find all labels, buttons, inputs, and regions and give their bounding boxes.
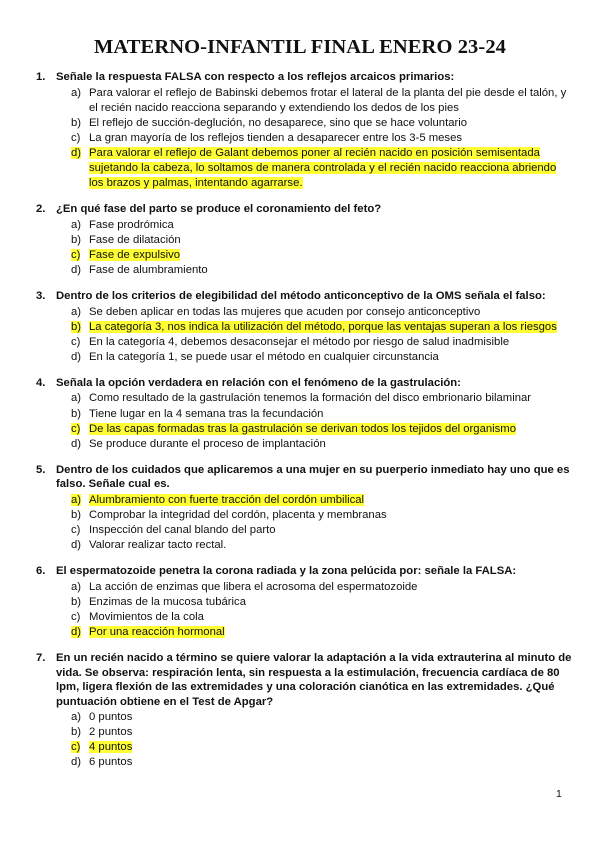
- question-3: [36, 289, 572, 365]
- option-text: Para valorar el reflejo de Babinski debemos frotar el lateral de la planta del pie desde el talón, y el recién nacido reacciona separando y extendiendo los dedos de los pies: [89, 86, 567, 114]
- option-d: [71, 755, 572, 770]
- option-text: 4 puntos: [89, 741, 133, 754]
- option-c: [71, 335, 572, 350]
- option-text: Se deben aplicar en todas las mujeres que acuden por consejo anticonceptivo: [89, 305, 481, 318]
- option-c-highlighted: [71, 248, 572, 263]
- option-text: Movimientos de la cola: [89, 610, 204, 623]
- option-letter: d): [71, 437, 82, 450]
- option-c: [71, 610, 572, 625]
- option-text: Tiene lugar en la 4 semana tras la fecundación: [89, 407, 324, 420]
- option-d: [71, 263, 572, 278]
- option-list: [36, 710, 572, 770]
- question-text: Dentro de los cuidados que aplicaremos a una mujer en su puerperio inmediato hay uno que es falso. Señale cual es.: [56, 463, 570, 491]
- option-letter: d): [71, 350, 82, 363]
- question-number: 7.: [36, 652, 46, 665]
- question-4: [36, 376, 572, 452]
- option-list: [36, 391, 572, 451]
- option-b: [71, 595, 572, 610]
- option-letter: d): [71, 539, 82, 552]
- option-a: [71, 710, 572, 725]
- option-text: Como resultado de la gastrulación tenemos la formación del disco embrionario bilaminar: [89, 392, 532, 405]
- option-letter: a): [71, 305, 82, 318]
- option-letter: b): [71, 508, 82, 521]
- option-text: Inspección del canal blando del parto: [89, 523, 276, 536]
- question-7: [36, 651, 572, 770]
- option-list: [36, 580, 572, 640]
- option-letter: d): [71, 756, 82, 769]
- option-letter: b): [71, 595, 82, 608]
- option-text: 0 puntos: [89, 711, 133, 724]
- option-list: [36, 218, 572, 278]
- option-text: Enzimas de la mucosa tubárica: [89, 595, 246, 608]
- option-letter: a): [71, 711, 82, 724]
- option-letter: b): [71, 407, 82, 420]
- question-1: [36, 70, 572, 191]
- question-text: Dentro de los criterios de elegibilidad del método anticonceptivo de la OMS señala el falso:: [56, 290, 546, 303]
- option-letter: c): [71, 248, 81, 261]
- option-text: Fase de alumbramiento: [89, 263, 208, 276]
- option-b-highlighted: [71, 320, 572, 335]
- option-letter: b): [71, 320, 82, 333]
- question-5: [36, 463, 572, 553]
- option-letter: c): [71, 422, 81, 435]
- option-letter: a): [71, 580, 82, 593]
- option-b: [71, 116, 572, 131]
- option-c-highlighted: [71, 740, 572, 755]
- option-d: [71, 350, 572, 365]
- option-d-highlighted: [71, 625, 572, 640]
- option-letter: c): [71, 335, 81, 348]
- question-text: El espermatozoide penetra la corona radiada y la zona pelúcida por: señale la FALSA:: [56, 565, 517, 578]
- option-text: Fase de expulsivo: [89, 248, 181, 261]
- option-text: El reflejo de succión-deglución, no desaparece, sino que se hace voluntario: [89, 116, 468, 129]
- option-text: Comprobar la integridad del cordón, placenta y membranas: [89, 508, 387, 521]
- question-2: [36, 202, 572, 278]
- option-list: [36, 493, 572, 553]
- option-text: Por una reacción hormonal: [89, 625, 225, 638]
- question-number: 3.: [36, 290, 46, 303]
- option-b: [71, 233, 572, 248]
- option-letter: a): [71, 86, 82, 99]
- option-letter: d): [71, 146, 82, 159]
- option-d: [71, 538, 572, 553]
- option-c: [71, 523, 572, 538]
- option-b: [71, 407, 572, 422]
- page-title: MATERNO-INFANTIL FINAL ENERO 23-24: [93, 36, 507, 58]
- option-b: [71, 508, 572, 523]
- option-letter: a): [71, 392, 82, 405]
- option-letter: d): [71, 263, 82, 276]
- option-text: De las capas formadas tras la gastrulación se derivan todos los tejidos del organismo: [89, 422, 516, 435]
- option-a: [71, 305, 572, 320]
- option-d: [71, 437, 572, 452]
- question-stem: [36, 651, 572, 709]
- question-stem: [36, 202, 572, 217]
- option-a: [71, 218, 572, 233]
- question-text: En un recién nacido a término se quiere valorar la adaptación a la vida extrauterina al minuto de vida. Se observa: respiración lenta, sin respuesta a la estimulación, frecuencia cardíaca de 80 lpm, ligera flexión de las extremidades y una coloración cianótica en las extremidades. ¿Qué puntuación obtiene en el Test de Apgar?: [56, 652, 572, 708]
- option-text: Fase prodrómica: [89, 218, 174, 231]
- option-text: 6 puntos: [89, 756, 133, 769]
- option-list: [36, 305, 572, 365]
- option-letter: b): [71, 233, 82, 246]
- option-text: En la categoría 1, se puede usar el método en cualquier circunstancia: [89, 350, 439, 363]
- page-number: 1: [556, 788, 562, 800]
- option-text: La acción de enzimas que libera el acrosoma del espermatozoide: [89, 580, 418, 593]
- question-list: [36, 70, 572, 781]
- option-b: [71, 725, 572, 740]
- question-text: ¿En qué fase del parto se produce el coronamiento del feto?: [56, 203, 382, 216]
- question-stem: [36, 70, 572, 85]
- option-text: La categoría 3, nos indica la utilización del método, porque las ventajas superan a los riesgos: [89, 320, 557, 333]
- option-text: En la categoría 4, debemos desaconsejar el método por riesgo de salud inadmisible: [89, 335, 510, 348]
- option-text: Valorar realizar tacto rectal.: [89, 539, 227, 552]
- option-a-highlighted: [71, 493, 572, 508]
- option-a: [71, 391, 572, 406]
- question-stem: [36, 564, 572, 579]
- option-c-highlighted: [71, 422, 572, 437]
- option-a: [71, 86, 572, 116]
- question-6: [36, 564, 572, 640]
- option-letter: c): [71, 610, 81, 623]
- option-letter: d): [71, 625, 82, 638]
- option-letter: b): [71, 726, 82, 739]
- question-number: 4.: [36, 376, 46, 389]
- option-text: Se produce durante el proceso de implantación: [89, 437, 326, 450]
- question-number: 5.: [36, 463, 46, 476]
- option-text: Alumbramiento con fuerte tracción del cordón umbilical: [89, 493, 365, 506]
- option-letter: c): [71, 131, 81, 144]
- option-letter: a): [71, 218, 82, 231]
- option-text: 2 puntos: [89, 726, 133, 739]
- option-c: [71, 131, 572, 146]
- question-number: 2.: [36, 203, 46, 216]
- question-number: 6.: [36, 565, 46, 578]
- option-a: [71, 580, 572, 595]
- option-letter: b): [71, 116, 82, 129]
- option-letter: c): [71, 741, 81, 754]
- option-letter: a): [71, 493, 82, 506]
- option-text: Fase de dilatación: [89, 233, 181, 246]
- option-d-highlighted: [71, 146, 572, 191]
- question-stem: [36, 376, 572, 391]
- question-text: Señale la respuesta FALSA con respecto a los reflejos arcaicos primarios:: [56, 71, 455, 83]
- option-letter: c): [71, 523, 81, 536]
- question-number: 1.: [36, 71, 46, 83]
- option-text: Para valorar el reflejo de Galant debemos poner al recién nacido en posición semisentada sujetando la cabeza, lo soltamos de manera controlada y el recién nacido reacciona abriendo los brazos y palmas, intentando agarrarse.: [89, 146, 557, 190]
- question-stem: [36, 463, 572, 492]
- question-stem: [36, 289, 572, 304]
- question-text: Señala la opción verdadera en relación con el fenómeno de la gastrulación:: [56, 376, 461, 389]
- option-list: [36, 86, 572, 192]
- option-text: La gran mayoría de los reflejos tienden a desaparecer entre los 3-5 meses: [89, 131, 463, 144]
